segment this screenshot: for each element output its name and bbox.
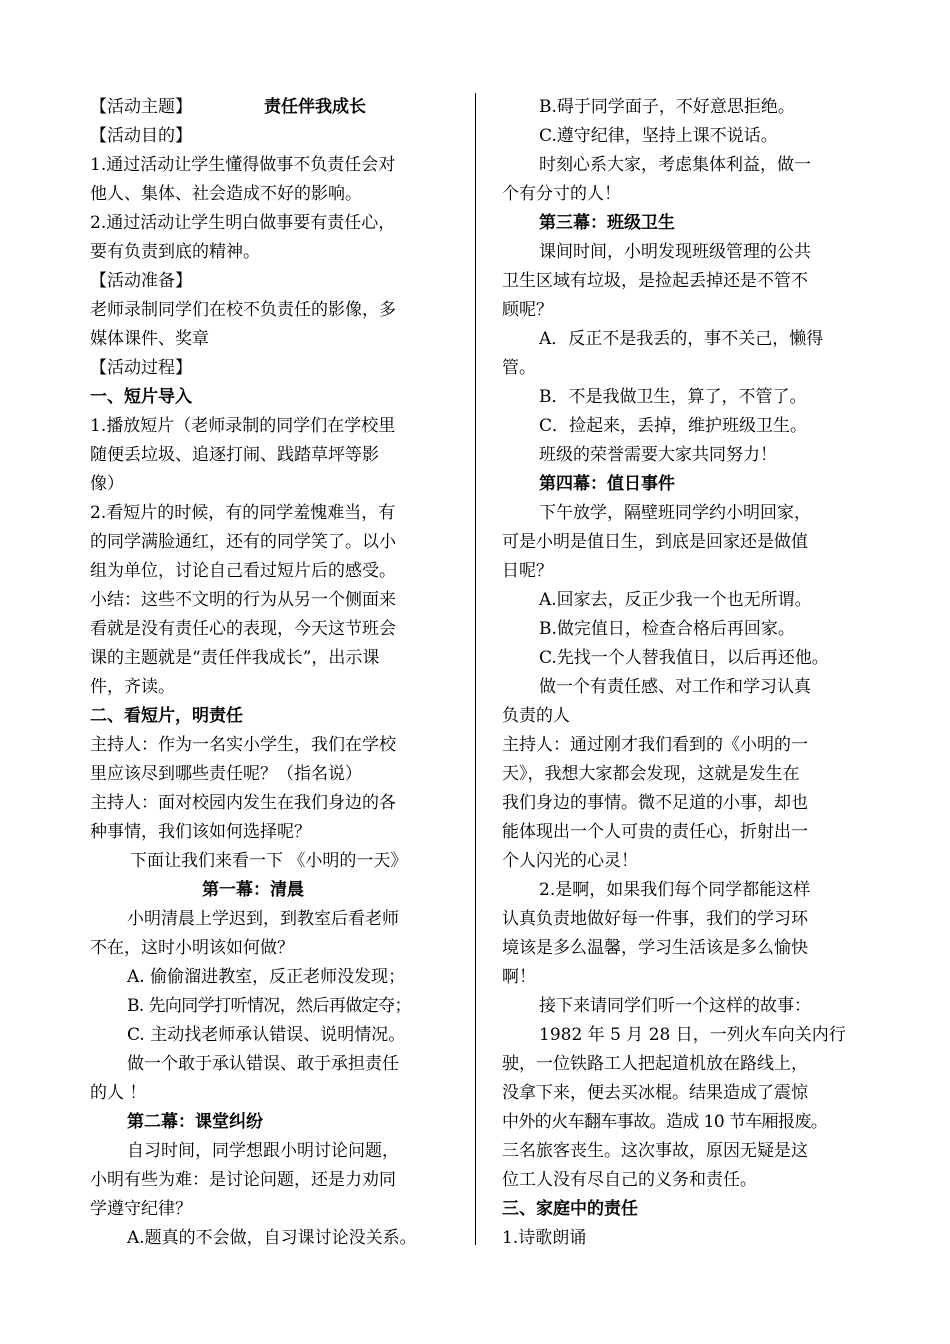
option-line: C. 主动找老师承认错误、说明情况。 [127,1025,406,1045]
text-line: 学遵守纪律？ [90,1199,192,1219]
option-line: B.做完值日，检查合格后再回家。 [539,619,795,639]
text-line: 三名旅客丧生。这次事故，原因无疑是这 [502,1141,808,1161]
option-line: A.题真的不会做，自习课讨论没关系。 [127,1228,417,1248]
text-line: 自习时间，同学想跟小明讨论问题， [127,1141,399,1161]
activity-theme-row [90,93,464,122]
scene-heading: 第四幕：值日事件 [539,474,675,494]
text-line: 不在，这时小明该如何做？ [90,938,294,958]
text-line: 中外的火车翻车事故。造成 10 节车厢报废。 [502,1112,828,1132]
theme-label: 【活动主题】 [90,97,192,117]
text-line: 1982 年 5 月 28 日，一列火车向关内行 [539,1025,846,1045]
scene-heading: 第二幕：课堂纠纷 [127,1112,263,1132]
option-line: A．反正不是我丢的，事不关己，懒得 [539,329,824,349]
right-column [502,93,868,1253]
option-line: A. 偷偷溜进教室，反正老师没发现； [127,967,406,987]
page-title: 责任伴我成长 [264,97,366,117]
text-line: 天》，我想大家都会发现，这就是发生在 [502,764,800,784]
option-line: B．不是我做卫生，算了，不管了。 [539,387,807,407]
column-divider [475,93,476,1245]
text-line: 个有分寸的人！ [502,184,621,204]
text-line: 做一个有责任感、对工作和学习认真 [539,677,811,697]
section-heading: 二、看短片，明责任 [90,706,243,726]
text-line: 我们身边的事情。微不足道的小事，却也 [502,793,808,813]
text-line: 老师录制同学们在校不负责任的影像，多 [90,300,396,320]
text-line: 件，齐读。 [90,677,175,697]
text-line: 能体现出一个人可贵的责任心，折射出一 [502,822,808,842]
text-line: 接下来请同学们听一个这样的故事： [539,996,811,1016]
text-line: 可是小明是值日生，到底是回家还是做值 [502,532,808,552]
option-line: C.遵守纪律，坚持上课不说话。 [539,126,778,146]
option-line: B. 先向同学打听情况，然后再做定夺； [127,996,411,1016]
text-line: 的同学满脸通红，还有的同学笑了。以小 [90,532,396,552]
text-line: 卫生区域有垃圾，是捡起丢掉还是不管不 [502,271,808,291]
text-line: 日呢？ [502,561,553,581]
text-line: 1.诗歌朗诵 [502,1228,587,1248]
text-line: 位工人没有尽自己的义务和责任。 [502,1170,757,1190]
text-line: 负责的人 [502,706,570,726]
text-line: 课的主题就是“责任伴我成长”，出示课 [90,648,380,668]
section-label-purpose: 【活动目的】 [90,126,192,146]
text-line: 小明清晨上学迟到，到教室后看老师 [127,909,399,929]
text-line: 课间时间，小明发现班级管理的公共 [539,242,811,262]
section-heading: 一、短片导入 [90,387,192,407]
text-line: 时刻心系大家，考虑集体利益，做一 [539,155,811,175]
scene-heading: 第一幕：清晨 [202,880,304,900]
text-line: 主持人：作为一名实小学生，我们在学校 [90,735,396,755]
text-line: 1.播放短片（老师录制的同学们在学校里 [90,416,396,436]
text-line: 啊！ [502,967,536,987]
text-line: 管。 [502,358,536,378]
text-line: 认真负责地做好每一件事，我们的学习环 [502,909,808,929]
text-line: 看就是没有责任心的表现，今天这节班会 [90,619,396,639]
text-line: 做一个敢于承认错误、敢于承担责任 [127,1054,399,1074]
text-line: 顾呢？ [502,300,553,320]
text-line: 2.是啊，如果我们每个同学都能这样 [539,880,811,900]
scene-heading: 第三幕：班级卫生 [539,213,675,233]
text-line: 下面让我们来看一下 《小明的一天》 [130,851,408,871]
option-line: C．捡起来，丢掉，维护班级卫生。 [539,416,808,436]
text-line: 小明有些为难：是讨论问题，还是力劝同 [90,1170,396,1190]
text-line: 他人、集体、社会造成不好的影响。 [90,184,362,204]
left-column [90,93,464,1253]
text-line: 媒体课件、奖章 [90,329,209,349]
text-line: 主持人：面对校园内发生在我们身边的各 [90,793,396,813]
section-label-process: 【活动过程】 [90,358,192,378]
section-heading: 三、家庭中的责任 [502,1199,638,1219]
text-line: 驶，一位铁路工人把起道机放在路线上， [502,1054,808,1074]
text-line: 像） [90,474,124,494]
option-line: A.回家去，反正少我一个也无所谓。 [539,590,812,610]
text-line: 种事情，我们该如何选择呢？ [90,822,311,842]
section-label-prep: 【活动准备】 [90,271,192,291]
text-line: 境该是多么温馨，学习生活该是多么愉快 [502,938,808,958]
text-line: 班级的荣誉需要大家共同努力！ [539,445,777,465]
text-line: 没拿下来，便去买冰棍。结果造成了震惊 [502,1083,808,1103]
text-line: 小结：这些不文明的行为从另一个侧面来 [90,590,396,610]
text-line: 要有负责到底的精神。 [90,242,260,262]
option-line: B.碍于同学面子，不好意思拒绝。 [539,97,795,117]
text-line: 下午放学，隔壁班同学约小明回家， [539,503,811,523]
option-line: C.先找一个人替我值日，以后再还他。 [539,648,829,668]
text-line: 2.看短片的时候，有的同学羞愧难当，有 [90,503,396,523]
text-line: 里应该尽到哪些责任呢？（指名说） [90,764,362,784]
text-line: 的人 ！ [90,1083,147,1103]
text-line: 个人闪光的心灵！ [502,851,638,871]
text-line: 2.通过活动让学生明白做事要有责任心， [90,213,396,233]
text-line: 主持人：通过刚才我们看到的《小明的一 [502,735,808,755]
text-line: 1.通过活动让学生懂得做事不负责任会对 [90,155,396,175]
text-line: 随便丢垃圾、追逐打闹、践踏草坪等影 [90,445,379,465]
text-line: 组为单位，讨论自己看过短片后的感受。 [90,561,396,581]
